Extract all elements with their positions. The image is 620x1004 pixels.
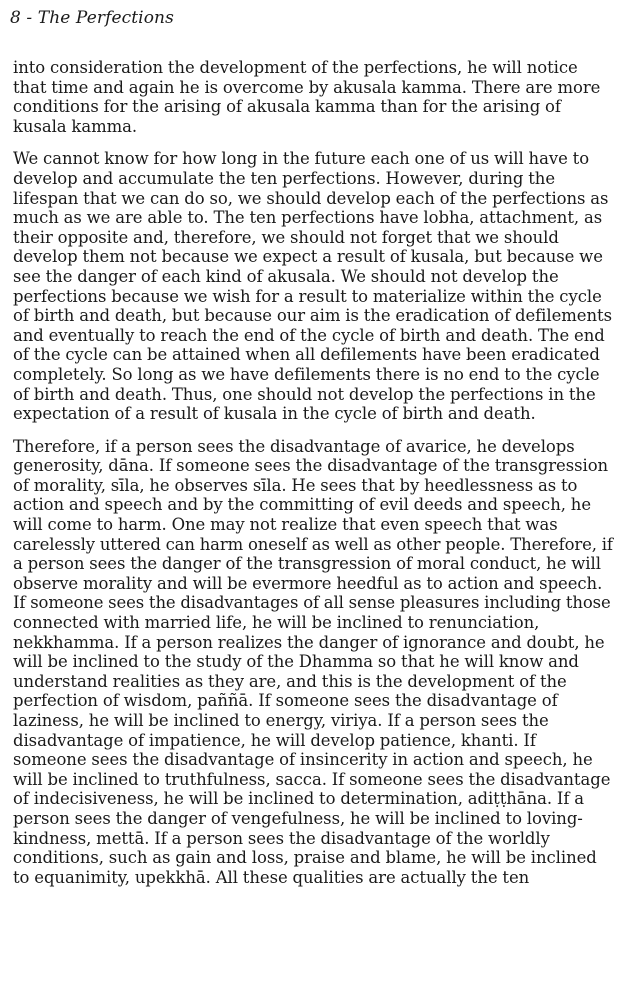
text-line: a person sees the danger of the transgression of moral conduct, he will <box>13 554 601 574</box>
paragraph-1 <box>13 58 613 136</box>
text-line: perfections because we wish for a result to materialize within the cycle <box>13 286 602 306</box>
paragraph-2 <box>13 149 613 423</box>
text-line: someone sees the disadvantage of insincerity in action and speech, he <box>13 750 593 770</box>
text-line: expectation of a result of kusala in the cycle of birth and death. <box>13 404 536 424</box>
paragraph-3 <box>13 437 613 888</box>
text-line: see the danger of each kind of akusala. We should not develop the <box>13 266 559 286</box>
text-line: will come to harm. One may not realize that even speech that was <box>13 515 558 535</box>
text-line: will be inclined to truthfulness, sacca. If someone sees the disadvantage <box>13 769 611 789</box>
text-line: that time and again he is overcome by akusala kamma. There are more <box>13 77 601 97</box>
running-header: 8 - The Perfections <box>10 8 174 28</box>
text-line: laziness, he will be inclined to energy, viriya. If a person sees the <box>13 711 549 730</box>
text-line: develop and accumulate the ten perfections. However, during the <box>13 168 555 188</box>
text-line: and eventually to reach the end of the cycle of birth and death. The end <box>13 325 605 345</box>
text-line: conditions, such as gain and loss, praise and blame, he will be inclined <box>13 848 597 868</box>
text-line: understand realities as they are, and this is the development of the <box>13 671 567 691</box>
text-line: of morality, sīla, he observes sīla. He sees that by heedlessness as to <box>13 475 578 495</box>
text-line: carelessly uttered can harm oneself as well as other people. Therefore, if <box>13 534 613 554</box>
text-line: disadvantage of impatience, he will develop patience, khanti. If <box>13 730 536 750</box>
text-line: lifespan that we can do so, we should develop each of the perfections as <box>13 188 609 208</box>
text-line: connected with married life, he will be inclined to renunciation, <box>13 613 540 633</box>
text-line: Therefore, if a person sees the disadvantage of avarice, he develops <box>13 436 575 456</box>
text-line: of birth and death. Thus, one should not develop the perfections in the <box>13 384 596 404</box>
page-body <box>13 58 613 900</box>
text-line: to equanimity, upekkhā. All these qualities are actually the ten <box>13 867 530 887</box>
text-line: of birth and death, but because our aim is the eradication of defilements <box>13 306 612 326</box>
text-line: If someone sees the disadvantages of all sense pleasures including those <box>13 593 611 613</box>
text-line: completely. So long as we have defilements there is no end to the cycle <box>13 364 600 384</box>
text-line: develop them not because we expect a result of kusala, but because we <box>13 247 603 267</box>
text-line: nekkhamma. If a person realizes the danger of ignorance and doubt, he <box>13 632 605 652</box>
text-line: person sees the danger of vengefulness, he will be inclined to loving- <box>13 808 583 828</box>
text-line: action and speech and by the committing of evil deeds and speech, he <box>13 495 592 515</box>
text-line: observe morality and will be evermore heedful as to action and speech. <box>13 573 603 593</box>
text-line: conditions for the arising of akusala kamma than for the arising of <box>13 97 561 117</box>
text-line: of indecisiveness, he will be inclined to determination, adiṭṭhāna. If a <box>13 789 585 809</box>
text-line: into consideration the development of the perfections, he will notice <box>13 58 578 77</box>
text-line: kusala kamma. <box>13 116 138 136</box>
text-line: will be inclined to the study of the Dhamma so that he will know and <box>13 652 579 672</box>
text-line: their opposite and, therefore, we should not forget that we should <box>13 227 559 247</box>
text-line: much as we are able to. The ten perfections have lobha, attachment, as <box>13 208 603 228</box>
text-line: generosity, dāna. If someone sees the disadvantage of the transgression <box>13 456 609 476</box>
text-line: perfection of wisdom, paññā. If someone sees the disadvantage of <box>13 691 558 711</box>
text-line: kindness, mettā. If a person sees the disadvantage of the worldly <box>13 828 550 848</box>
text-line: of the cycle can be attained when all defilements have been eradicated <box>13 345 600 365</box>
text-line: We cannot know for how long in the future each one of us will have to <box>13 149 590 169</box>
